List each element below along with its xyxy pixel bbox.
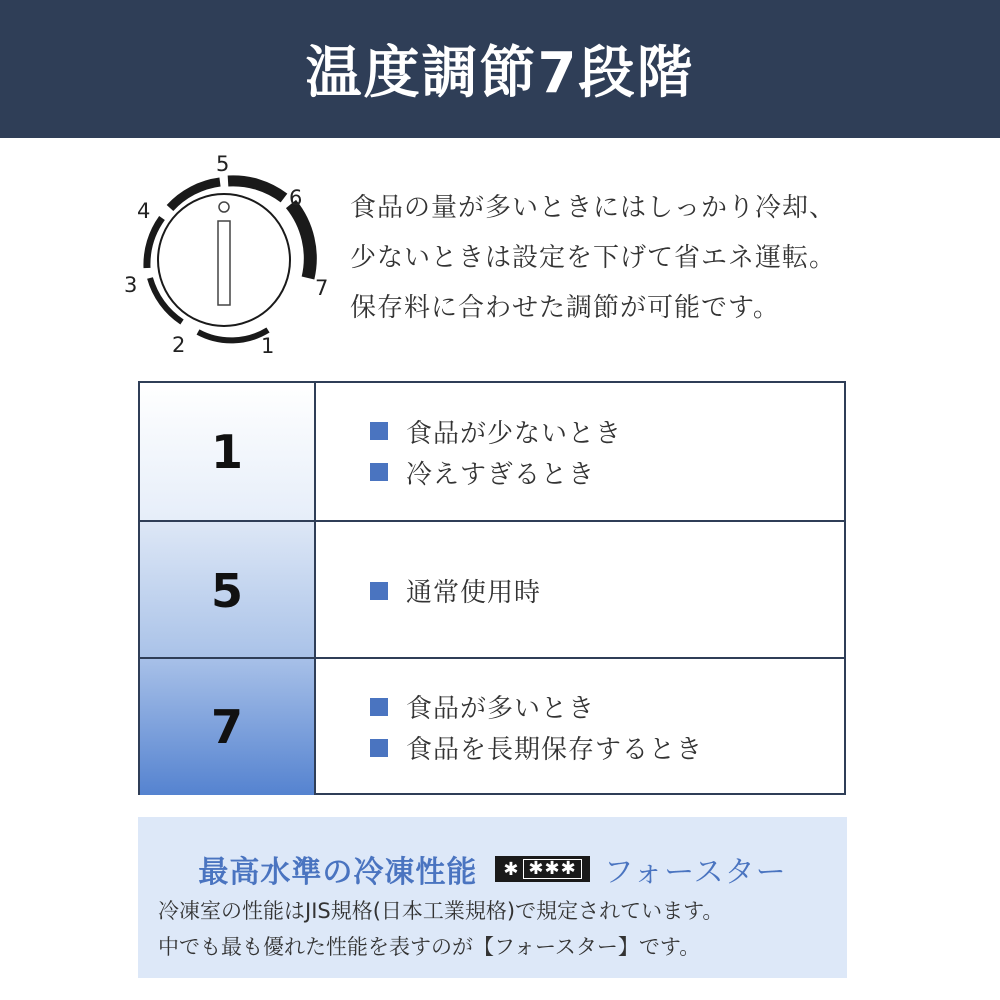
note-title-text: 最高水準の冷凍性能 — [198, 855, 478, 890]
usage-cell — [316, 383, 844, 520]
table-row — [140, 383, 844, 520]
dial-label-5: 5 — [216, 152, 230, 176]
bullet-square-icon — [370, 463, 388, 481]
note-title — [138, 847, 847, 891]
usage-cell — [316, 659, 844, 795]
dial-label-7: 7 — [315, 276, 329, 300]
four-star-label: フォースター — [603, 855, 787, 890]
dial-label-2: 2 — [172, 333, 186, 357]
description-line: 保存料に合わせた調節が可能です。 — [350, 293, 780, 323]
dial-label-6: 6 — [289, 186, 303, 210]
level-cell: 1 — [140, 383, 316, 520]
description — [350, 183, 990, 333]
dial-label-1: 1 — [261, 334, 275, 358]
header-banner — [0, 0, 1000, 138]
dial-pointer-bar — [218, 221, 230, 305]
page-title: 温度調節7段階 — [305, 41, 695, 106]
three-star-icon: ✱✱✱ — [523, 859, 581, 879]
table-row — [140, 657, 844, 795]
description-line: 少ないときは設定を下げて省エネ運転。 — [350, 243, 837, 273]
level-cell: 7 — [140, 659, 316, 795]
bullet-square-icon — [370, 422, 388, 440]
note-body — [158, 893, 838, 965]
list-item-label: 食品が少ないとき — [406, 418, 623, 449]
usage-cell — [316, 522, 844, 659]
list-item — [370, 411, 844, 452]
list-item — [370, 452, 844, 493]
freezer-rating-note — [138, 817, 847, 978]
note-line: 冷凍室の性能はJIS規格(日本工業規格)で規定されています。 — [158, 899, 724, 923]
dial-scale-arc-6-7 — [291, 204, 310, 278]
list-item-label: 食品を長期保存するとき — [406, 735, 704, 765]
dial-scale-arc-1-2 — [198, 330, 268, 340]
bullet-square-icon — [370, 698, 388, 716]
level-cell: 5 — [140, 522, 316, 659]
list-item-label: 食品が多いとき — [406, 694, 596, 724]
bullet-square-icon — [370, 582, 388, 600]
settings-table — [138, 381, 846, 795]
four-star-badge — [495, 856, 589, 882]
bullet-square-icon — [370, 739, 388, 757]
dial-pointer-dot — [219, 202, 229, 212]
dial-graphic — [110, 150, 350, 365]
note-line: 中でも最も優れた性能を表すのが【フォースター】です。 — [158, 935, 701, 959]
description-line: 食品の量が多いときにはしっかり冷却、 — [350, 193, 837, 223]
dial-label-4: 4 — [137, 199, 151, 223]
list-item-label: 冷えすぎるとき — [406, 459, 596, 490]
temperature-dial — [110, 150, 350, 365]
list-item — [370, 686, 844, 727]
list-item-label: 通常使用時 — [406, 578, 542, 608]
table-row — [140, 520, 844, 659]
dial-label-3: 3 — [124, 273, 138, 297]
list-item — [370, 727, 844, 768]
star-icon: ✱ — [503, 858, 520, 880]
list-item — [370, 570, 844, 611]
